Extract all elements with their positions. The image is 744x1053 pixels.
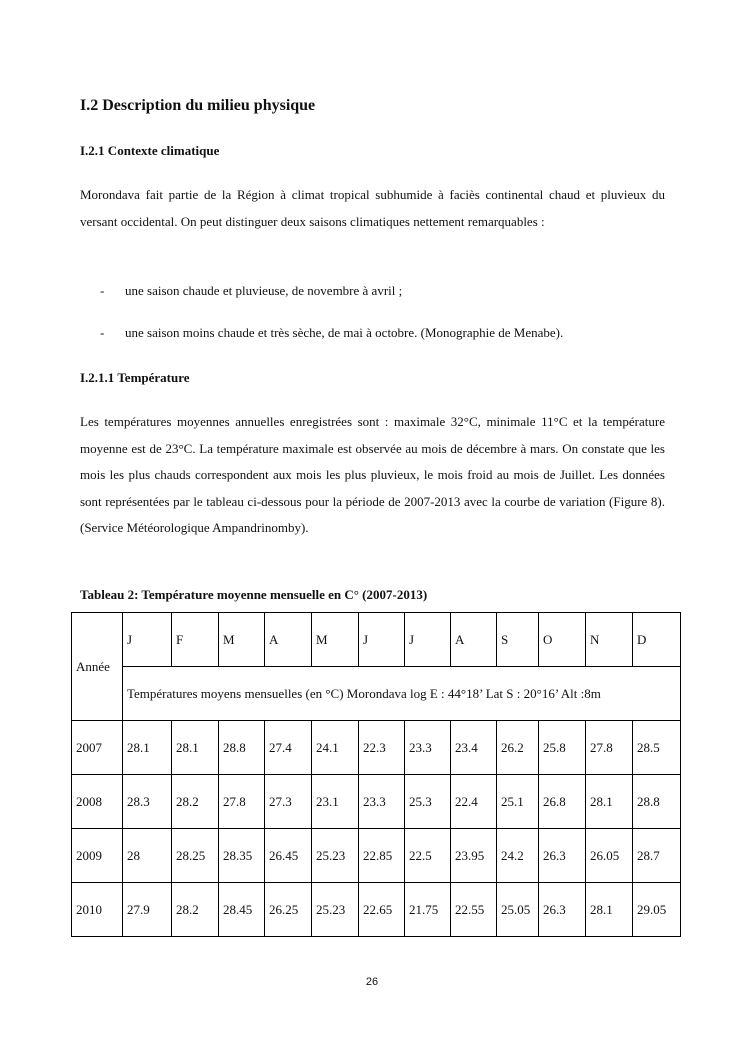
value-cell: 28.35 (219, 829, 265, 883)
year-header: Année (72, 613, 123, 721)
value-cell: 25.23 (312, 829, 359, 883)
table-row (72, 883, 681, 937)
value-cell: 28 (123, 829, 172, 883)
value-cell: 28.1 (586, 775, 633, 829)
month-header: D (633, 613, 681, 667)
value-cell: 26.3 (539, 829, 586, 883)
month-header: F (172, 613, 219, 667)
value-cell: 22.85 (359, 829, 405, 883)
table-row (72, 829, 681, 883)
month-header: S (497, 613, 539, 667)
month-header: J (359, 613, 405, 667)
page-number: 26 (365, 976, 379, 988)
value-cell: 22.55 (451, 883, 497, 937)
value-cell: 27.9 (123, 883, 172, 937)
list-item (100, 325, 563, 341)
value-cell: 23.3 (359, 775, 405, 829)
table-subheader-row (72, 667, 681, 721)
value-cell: 22.5 (405, 829, 451, 883)
value-cell: 28.25 (172, 829, 219, 883)
value-cell: 24.1 (312, 721, 359, 775)
table-row (72, 721, 681, 775)
temperature-paragraph: Les températures moyennes annuelles enregistrées sont : maximale 32°C, minimale 11°C et la température moyenne est de 23°C. La température maximale est observée au mois de décembre à mars. On constate que les mois les plus chauds correspondent aux mois les plus pluvieux, le mois froid au mois de Juillet. Les données sont représentées par le tableau ci-dessous pour la période de 2007-2013 avec la courbe de variation (Figure 8). (Service Météorologique Ampandrinomby). (80, 414, 665, 535)
value-cell: 23.95 (451, 829, 497, 883)
subsubsection-title: I.2.1.1 Température (80, 370, 190, 385)
month-header: J (405, 613, 451, 667)
value-cell: 26.05 (586, 829, 633, 883)
year-cell: 2009 (72, 829, 123, 883)
value-cell: 28.7 (633, 829, 681, 883)
list-item (100, 283, 402, 299)
table-caption: Tableau 2: Température moyenne mensuelle en C° (2007-2013) (80, 587, 428, 602)
value-cell: 24.2 (497, 829, 539, 883)
month-header: M (219, 613, 265, 667)
value-cell: 26.2 (497, 721, 539, 775)
temperature-table (71, 612, 681, 937)
value-cell: 28.5 (633, 721, 681, 775)
bullet-marker: - (100, 325, 105, 340)
value-cell: 28.1 (586, 883, 633, 937)
value-cell: 25.05 (497, 883, 539, 937)
value-cell: 21.75 (405, 883, 451, 937)
value-cell: 23.3 (405, 721, 451, 775)
value-cell: 28.1 (172, 721, 219, 775)
value-cell: 27.8 (586, 721, 633, 775)
table-header-row (72, 613, 681, 667)
value-cell: 25.3 (405, 775, 451, 829)
value-cell: 26.45 (265, 829, 312, 883)
value-cell: 27.3 (265, 775, 312, 829)
value-cell: 26.3 (539, 883, 586, 937)
value-cell: 29.05 (633, 883, 681, 937)
year-cell: 2007 (72, 721, 123, 775)
value-cell: 28.8 (633, 775, 681, 829)
value-cell: 25.23 (312, 883, 359, 937)
month-header: N (586, 613, 633, 667)
section-title: I.2 Description du milieu physique (80, 97, 316, 114)
value-cell: 27.8 (219, 775, 265, 829)
month-header: M (312, 613, 359, 667)
bullet-marker: - (100, 283, 105, 298)
table-subheader: Températures moyens mensuelles (en °C) Morondava log E : 44°18’ Lat S : 20°16’ Alt :8m (123, 667, 681, 721)
month-header: A (265, 613, 312, 667)
value-cell: 26.25 (265, 883, 312, 937)
table-row (72, 775, 681, 829)
month-header: A (451, 613, 497, 667)
value-cell: 28.2 (172, 775, 219, 829)
year-cell: 2010 (72, 883, 123, 937)
intro-paragraph: Morondava fait partie de la Région à climat tropical subhumide à faciès continental chaud et pluvieux du versant occidental. On peut distinguer deux saisons climatiques nettement remarquables : (80, 187, 665, 229)
bullet-text: une saison chaude et pluvieuse, de novembre à avril ; (125, 283, 403, 298)
month-header: O (539, 613, 586, 667)
value-cell: 23.4 (451, 721, 497, 775)
value-cell: 25.8 (539, 721, 586, 775)
value-cell: 26.8 (539, 775, 586, 829)
value-cell: 28.1 (123, 721, 172, 775)
value-cell: 25.1 (497, 775, 539, 829)
value-cell: 22.4 (451, 775, 497, 829)
value-cell: 28.3 (123, 775, 172, 829)
value-cell: 27.4 (265, 721, 312, 775)
year-cell: 2008 (72, 775, 123, 829)
value-cell: 22.65 (359, 883, 405, 937)
value-cell: 28.8 (219, 721, 265, 775)
subsection-title: I.2.1 Contexte climatique (80, 143, 220, 158)
value-cell: 22.3 (359, 721, 405, 775)
bullet-text: une saison moins chaude et très sèche, de mai à octobre. (Monographie de Menabe). (125, 325, 564, 340)
value-cell: 28.2 (172, 883, 219, 937)
month-header: J (123, 613, 172, 667)
value-cell: 23.1 (312, 775, 359, 829)
value-cell: 28.45 (219, 883, 265, 937)
